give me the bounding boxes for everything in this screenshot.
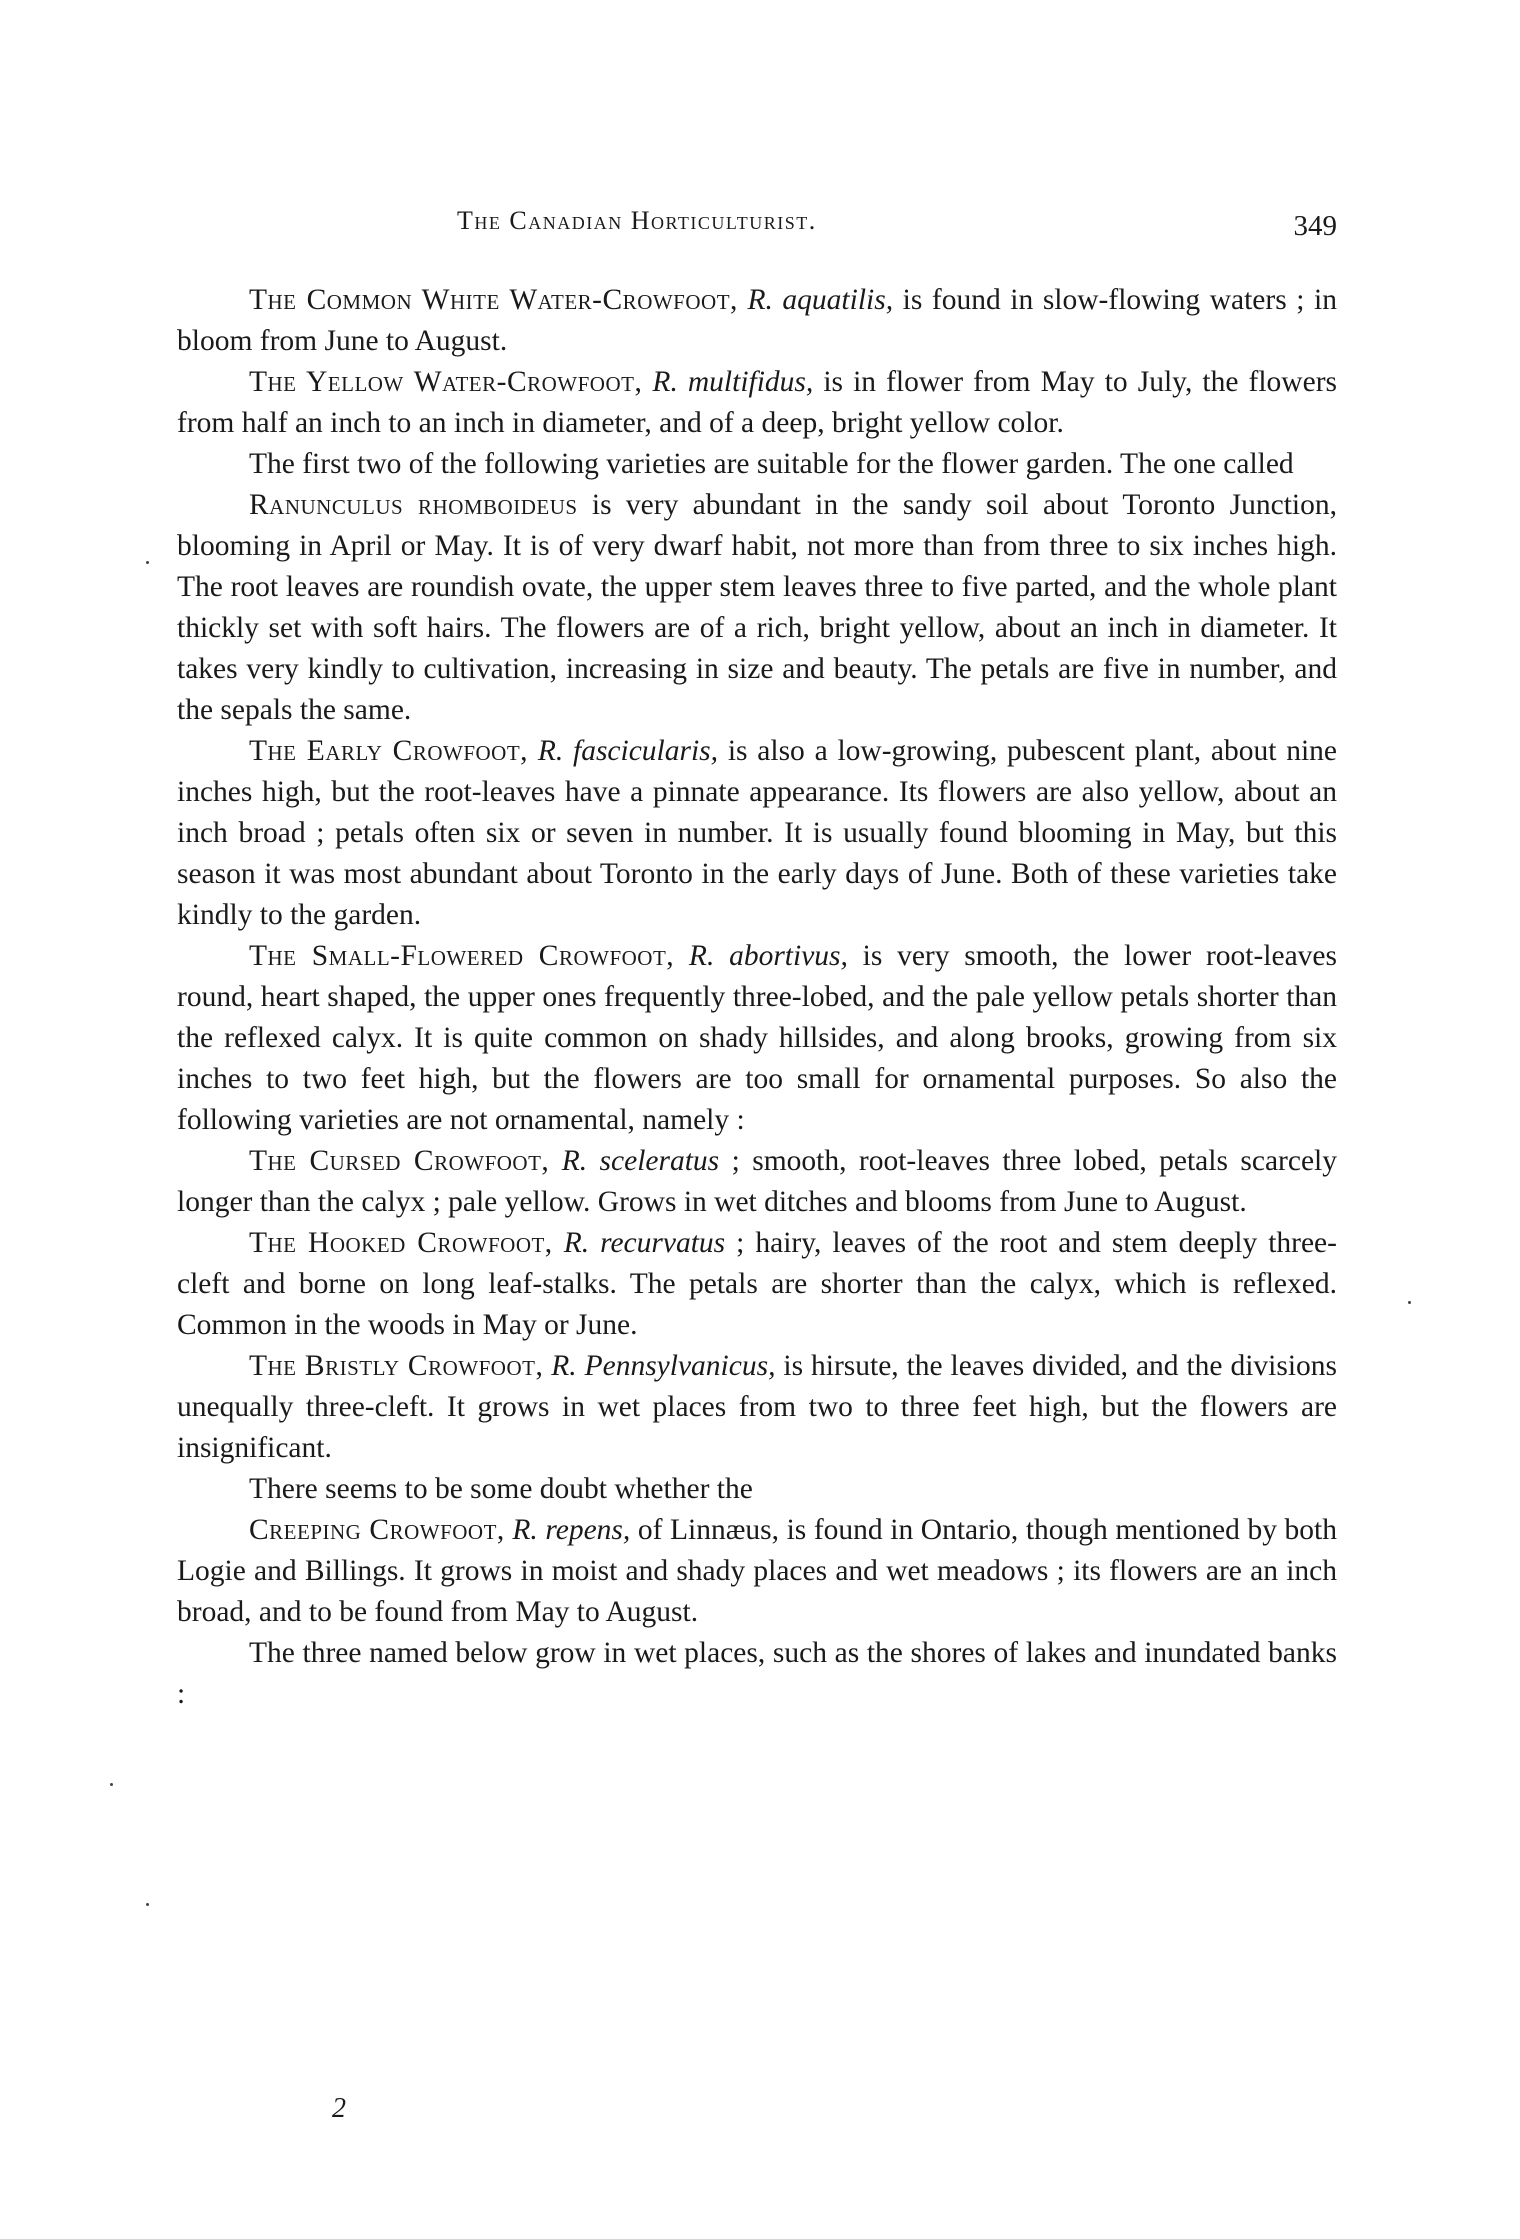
- paragraph: [177, 1633, 1337, 1715]
- paragraph: [177, 1469, 1337, 1510]
- margin-speck: [1408, 1301, 1411, 1304]
- body-text: [177, 280, 1337, 1715]
- species-latin-name: R. aquatilis,: [747, 284, 894, 316]
- signature-mark: 2: [332, 2093, 346, 2124]
- paragraph-text: [553, 1227, 564, 1259]
- paragraph-text: The three named below grow in wet places, such as the shores of lakes and inundated banks :: [177, 1637, 1337, 1710]
- paragraph-text: is found in slow-flowing waters ; in bloom from June to August.: [177, 284, 1337, 357]
- paragraph-text: There seems to be some doubt whether the: [249, 1473, 753, 1505]
- species-common-name: The Bristly Crowfoot,: [249, 1350, 544, 1382]
- paragraph-text: ; hairy, leaves of the root and stem deeply three-cleft and borne on long leaf-stalks. The petals are shorter than the calyx, which is reflexed. Common in the woods in May or June.: [177, 1227, 1337, 1341]
- paragraph: [177, 1223, 1337, 1346]
- margin-speck: [110, 1783, 113, 1786]
- paragraph: [177, 485, 1337, 731]
- paragraph-text: ; smooth, root-leaves three lobed, petals scarcely longer than the calyx ; pale yellow. Grows in wet ditches and blooms from June to August.: [177, 1145, 1337, 1218]
- paragraph: [177, 1346, 1337, 1469]
- species-common-name: The Small-Flowered Crowfoot,: [249, 940, 675, 972]
- paragraph: [177, 1510, 1337, 1633]
- species-latin-name: R. Pennsylvanicus,: [551, 1350, 776, 1382]
- species-latin-name: R. abortivus,: [688, 940, 848, 972]
- species-common-name: Ranunculus rhomboideus: [249, 489, 578, 521]
- species-latin-name: R. repens,: [512, 1514, 631, 1546]
- paragraph-text: of Linnæus, is found in Ontario, though mentioned by both Logie and Billings. It grows in moist and shady places and wet meadows ; its flowers are an inch broad, and to be found from May to August.: [177, 1514, 1337, 1628]
- paragraph-text: is hirsute, the leaves divided, and the divisions unequally three-cleft. It grows in wet places from two to three feet high, but the flowers are insignificant.: [177, 1350, 1337, 1464]
- paragraph-text: [674, 940, 689, 972]
- page-header: [177, 206, 1337, 246]
- paragraph-text: [549, 1145, 561, 1177]
- species-common-name: The Cursed Crowfoot,: [249, 1145, 550, 1177]
- paragraph-text: The first two of the following varieties are suitable for the flower garden. The one called: [249, 448, 1294, 480]
- species-latin-name: R. sceleratus: [561, 1145, 720, 1177]
- species-common-name: Creeping Crowfoot,: [249, 1514, 505, 1546]
- paragraph-text: is in flower from May to July, the flowers from half an inch to an inch in diameter, and of a deep, bright yellow color.: [177, 366, 1337, 439]
- margin-speck: [146, 1903, 149, 1906]
- margin-speck: [146, 561, 149, 564]
- paragraph-text: is very abundant in the sandy soil about Toronto Junction, blooming in April or May. It is of very dwarf habit, not more than from three to six inches high. The root leaves are roundish ovate, the upper stem leaves three to five parted, and the whole plant thickly set with soft hairs. The flowers are of a rich, bright yellow, about an inch in diameter. It takes very kindly to cultivation, increasing in size and beauty. The petals are five in number, and the sepals the same.: [177, 489, 1337, 726]
- running-title: The Canadian Horticulturist.: [457, 206, 817, 235]
- paragraph-text: [642, 366, 652, 398]
- species-latin-name: R. multifidus,: [652, 366, 814, 398]
- paragraph-text: [528, 735, 538, 767]
- species-latin-name: R. fascicularis,: [537, 735, 719, 767]
- paragraph: [177, 731, 1337, 936]
- species-common-name: The Common White Water-Crowfoot,: [249, 284, 738, 316]
- paragraph-text: is very smooth, the lower root-leaves round, heart shaped, the upper ones frequently three-lobed, and the pale yellow petals shorter than the reflexed calyx. It is quite common on shady hillsides, and along brooks, growing from six inches to two feet high, but the flowers are too small for ornamental purposes. So also the following varieties are not ornamental, namely :: [177, 940, 1337, 1136]
- species-common-name: The Hooked Crowfoot,: [249, 1227, 553, 1259]
- paragraph-text: is also a low-growing, pubescent plant, about nine inches high, but the root-leaves have a pinnate appearance. Its flowers are also yellow, about an inch broad ; petals often six or seven in number. It is usually found blooming in May, but this season it was most abundant about Toronto in the early days of June. Both of these varieties take kindly to the garden.: [177, 735, 1337, 931]
- paragraph: [177, 1141, 1337, 1223]
- paragraph: [177, 280, 1337, 362]
- species-common-name: The Yellow Water-Crowfoot,: [249, 366, 643, 398]
- species-common-name: The Early Crowfoot,: [249, 735, 529, 767]
- page-number: 349: [1293, 210, 1337, 242]
- paragraph: [177, 444, 1337, 485]
- paragraph: [177, 362, 1337, 444]
- paragraph: [177, 936, 1337, 1141]
- species-latin-name: R. recurvatus: [563, 1227, 726, 1259]
